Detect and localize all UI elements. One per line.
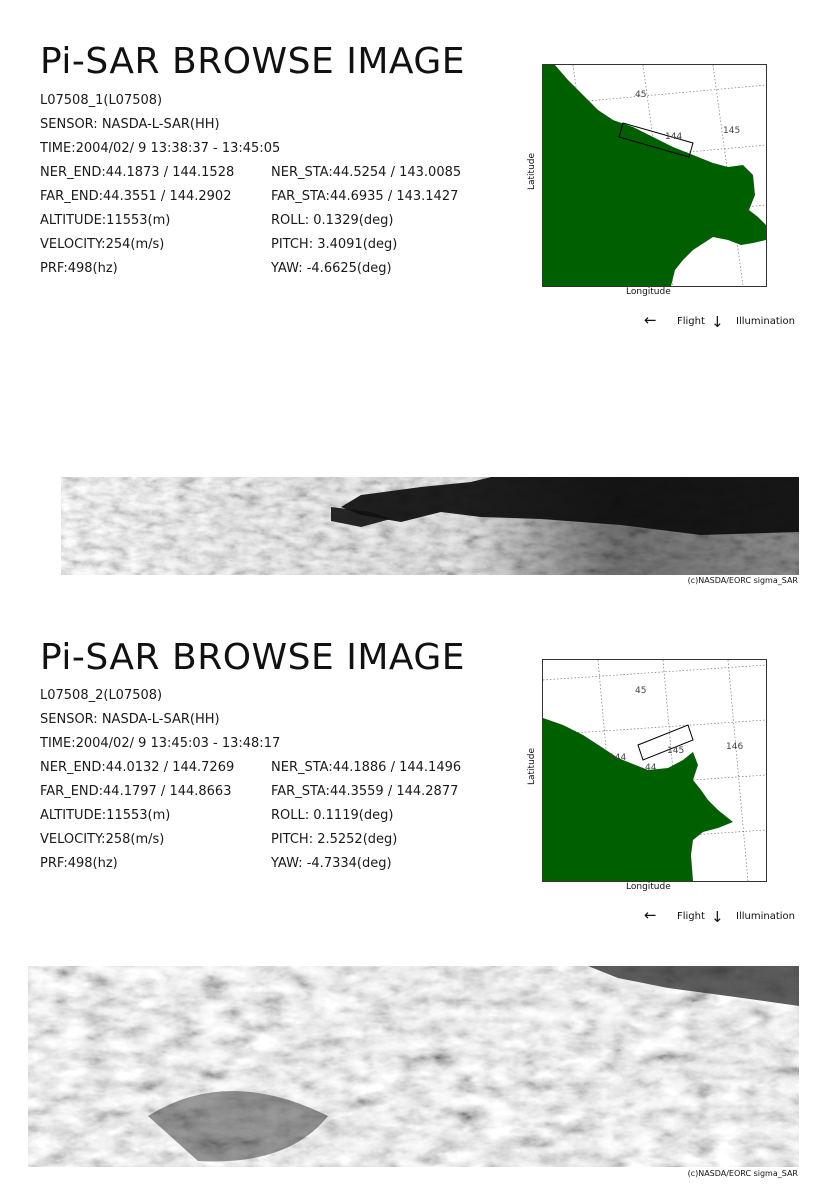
flight-arrow-icon: ← — [644, 906, 657, 924]
grid-label-lon-145: 145 — [723, 126, 741, 136]
scene-id: L07508_1(L07508) — [40, 93, 163, 108]
flight-label: Flight — [677, 911, 705, 922]
sensor-text: SENSOR: NASDA-L-SAR(HH) — [40, 712, 220, 727]
browse-section-2 — [0, 596, 822, 1190]
copyright-text: (c)NASDA/EORC sigma_SAR — [687, 576, 798, 585]
map-longitude-label: Longitude — [626, 882, 671, 892]
page-title: Pi-SAR BROWSE IMAGE — [40, 637, 466, 678]
land-area — [543, 65, 766, 286]
copyright-text: (c)NASDA/EORC sigma_SAR — [687, 1169, 798, 1178]
illumination-arrow-icon: ↓ — [711, 908, 724, 926]
altitude-text: ALTITUDE:11553(m) — [40, 808, 171, 823]
location-map — [542, 659, 767, 882]
roll-text: ROLL: 0.1119(deg) — [271, 808, 394, 823]
yaw-text: YAW: -4.6625(deg) — [271, 261, 392, 276]
scene-footprint — [638, 725, 693, 760]
pitch-text: PITCH: 2.5252(deg) — [271, 832, 398, 847]
direction-legend — [644, 311, 804, 336]
pitch-text: PITCH: 3.4091(deg) — [271, 237, 398, 252]
grid-label-lat-45: 45 — [635, 686, 647, 696]
altitude-text: ALTITUDE:11553(m) — [40, 213, 171, 228]
yaw-text: YAW: -4.7334(deg) — [271, 856, 392, 871]
scene-id: L07508_2(L07508) — [40, 688, 163, 703]
grid-label-lon-144: 144 — [609, 753, 627, 763]
grid-label-lon-146: 146 — [726, 742, 744, 752]
prf-text: PRF:498(hz) — [40, 261, 118, 276]
map-graphic — [543, 660, 766, 881]
near-start-text: NER_STA:44.1886 / 144.1496 — [271, 760, 462, 775]
sensor-text: SENSOR: NASDA-L-SAR(HH) — [40, 117, 220, 132]
page-title: Pi-SAR BROWSE IMAGE — [40, 41, 466, 82]
land-area — [543, 718, 733, 881]
map-longitude-label: Longitude — [626, 287, 671, 297]
near-end-text: NER_END:44.0132 / 144.7269 — [40, 760, 235, 775]
velocity-text: VELOCITY:254(m/s) — [40, 237, 165, 252]
far-start-text: FAR_STA:44.3559 / 144.2877 — [271, 784, 459, 799]
far-end-text: FAR_END:44.1797 / 144.8663 — [40, 784, 232, 799]
flight-label: Flight — [677, 316, 705, 327]
time-text: TIME:2004/02/ 9 13:45:03 - 13:48:17 — [40, 736, 281, 751]
far-start-text: FAR_STA:44.6935 / 143.1427 — [271, 189, 459, 204]
far-end-text: FAR_END:44.3551 / 144.2902 — [40, 189, 232, 204]
map-latitude-label: Latitude — [527, 747, 537, 785]
roll-text: ROLL: 0.1329(deg) — [271, 213, 394, 228]
location-map — [542, 64, 767, 287]
flight-arrow-icon: ← — [644, 311, 657, 329]
grid-label-lat-45: 45 — [635, 90, 647, 100]
near-start-text: NER_STA:44.5254 / 143.0085 — [271, 165, 462, 180]
prf-text: PRF:498(hz) — [40, 856, 118, 871]
illumination-label: Illumination — [736, 316, 795, 327]
grid-label-lon-145: 145 — [667, 746, 685, 756]
near-end-text: NER_END:44.1873 / 144.1528 — [40, 165, 235, 180]
illumination-label: Illumination — [736, 911, 795, 922]
sar-strip-image — [61, 477, 799, 575]
grid-label-lat-44: 44 — [645, 763, 657, 773]
sar-strip-image — [28, 966, 799, 1167]
direction-legend — [644, 906, 804, 931]
time-text: TIME:2004/02/ 9 13:38:37 - 13:45:05 — [40, 141, 281, 156]
grid-label-lon-144: 144 — [665, 132, 683, 142]
velocity-text: VELOCITY:258(m/s) — [40, 832, 165, 847]
map-graphic — [543, 65, 766, 286]
map-latitude-label: Latitude — [527, 152, 537, 190]
illumination-arrow-icon: ↓ — [711, 313, 724, 331]
